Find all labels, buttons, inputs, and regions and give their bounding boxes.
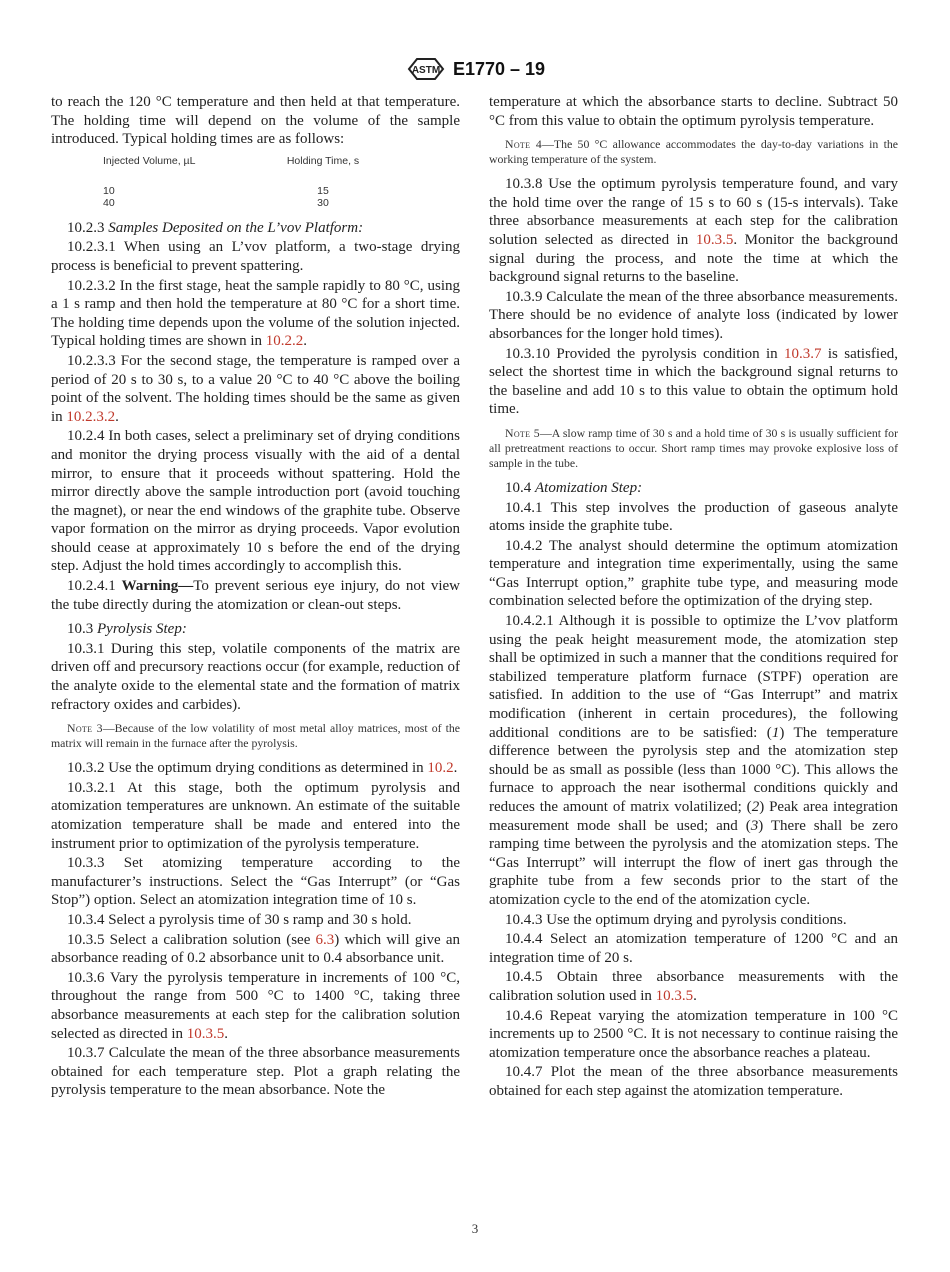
link-10-2-2[interactable]: 10.2.2 xyxy=(265,333,304,350)
paragraph-10-4-7: 10.4.7 Plot the mean of the three absorbance measurements obtained for each step against the atomization temperature. xyxy=(489,1064,898,1099)
paragraph-10-4-2: 10.4.2 The analyst should determine the optimum atomization temperature and integration time experimentally, using the same “Gas Interrupt option,” graphite tube type, and measuring mode combination selected before the optimization of the drying step. xyxy=(489,537,898,610)
paragraph-10-2-3-1: 10.2.3.1 When using an L’vov platform, a two-stage drying process is beneficial to prevent spattering. xyxy=(51,239,460,274)
paragraph-10-2-4: 10.2.4 In both cases, select a preliminary set of drying conditions and monitor the drying process visually with the aid of a dental mirror, to ensure that it proceeds without spattering. Hold the mirror directly above the sample introduction port (avoid touching the magnet), or near the end windows of the graphite tube. Observe vapor formation on the mirror as drying proceeds. Vapor evolution should cease at approximately 10 s before the end of the drying step. Adjust the hold times accordingly to accomplish this. xyxy=(51,428,460,575)
table-row xyxy=(103,185,383,197)
left-column xyxy=(51,93,460,1101)
right-column xyxy=(489,93,898,1102)
link-10-3-5[interactable]: 10.3.5 xyxy=(186,1025,225,1042)
warning-label: Warning— xyxy=(121,578,194,595)
paragraph-10-3-9: 10.3.9 Calculate the mean of the three absorbance measurements. There should be no evidence of analyte loss (indicated by lower absorbances for the longer hold times). xyxy=(489,288,898,342)
link-10-2[interactable]: 10.2 xyxy=(427,760,454,777)
paragraph-10-2-3-2: 10.2.3.2 In the first stage, heat the sample rapidly to 80 °C, using a 1 s ramp and then hold the temperature at 80 °C for a short time. The holding time depends upon the volume of the solution injected. Typical holding times are shown in 10.2.2. xyxy=(51,277,460,350)
paragraph-10-3-6: 10.3.6 Vary the pyrolysis temperature in increments of 100 °C, throughout the range from 500 °C to 1400 °C, taking three absorbance measurements at each step for the calibration solution selected as directed in 10.3.5. xyxy=(51,969,460,1042)
paragraph-10-4-1: 10.4.1 This step involves the production of gaseous analyte atoms inside the graphite tube. xyxy=(489,499,898,535)
paragraph-10-3-7: 10.3.7 Calculate the mean of the three absorbance measurements obtained for each temperature step. Plot a graph relating the pyrolysis temperature to the mean absorbance. Note the xyxy=(51,1045,460,1099)
paragraph-10-4-6: 10.4.6 Repeat varying the atomization temperature in 100 °C increments up to 2500 °C. It is not necessary to continue raising the atomization temperature once the absorbance reaches a plateau. xyxy=(489,1007,898,1061)
paragraph-10-3-7-continued: temperature at which the absorbance starts to decline. Subtract 50 °C from this value to obtain the optimum pyrolysis temperature. xyxy=(489,94,898,129)
section-heading-10-4: 10.4 Atomization Step: xyxy=(505,479,643,496)
paragraph-10-3-2-1: 10.3.2.1 At this stage, both the optimum pyrolysis and atomization temperatures are unknown. An estimate of the suitable atomization temperature shall be made and entered into the instrument prior to optimization of the pyrolysis temperature. xyxy=(51,779,460,852)
table-cell-time: 30 xyxy=(317,196,329,209)
page-header xyxy=(0,54,950,84)
link-6-3[interactable]: 6.3 xyxy=(315,931,335,948)
table-cell-time: 15 xyxy=(317,184,329,197)
document-designation: E1770 – 19 xyxy=(452,58,546,79)
paragraph-10-4-2-1: 10.4.2.1 Although it is possible to optimize the L’vov platform using the peak height measurement mode, the atomization step shall be optimized in such a manner that the conditions required for stabilized temperature platform furnace (STPF) operation are satisfied. In addition to the use of “Gas Interrupt” and matrix modification (inherent in certain procedures), the following additional conditions are to be satisfied: (1) The temperature difference between the pyrolysis step and the atomization step should be as small as possible (less than 1000 °C). This allows the furnace to approach the near isothermal conditions quickly and reduces the amount of matrix volatilized; (2) Peak area integration measurement mode shall be used; and (3) There shall be zero ramping time between the pyrolysis and the atomization steps. The “Gas Interrupt” will interrupt the flow of inert gas through the graphite tube from a few seconds prior to the start of the atomization cycle to the end of the atomization cycle. xyxy=(489,613,899,908)
holding-time-table xyxy=(103,155,383,209)
table-cell-volume: 40 xyxy=(103,196,115,209)
table-cell-volume: 10 xyxy=(103,184,115,197)
link-10-2-3-2[interactable]: 10.2.3.2 xyxy=(66,408,116,425)
table-row xyxy=(103,197,383,209)
paragraph-10-3-2: 10.3.2 Use the optimum drying conditions as determined in 10.2. xyxy=(67,760,458,777)
paragraph-10-4-4: 10.4.4 Select an atomization temperature of 1200 °C and an integration time of 20 s. xyxy=(489,931,898,966)
link-10-3-7[interactable]: 10.3.7 xyxy=(784,345,822,362)
table-header-row xyxy=(103,155,383,167)
link-10-3-5[interactable]: 10.3.5 xyxy=(655,987,694,1004)
section-heading-10-3: 10.3 Pyrolysis Step: xyxy=(67,621,187,638)
paragraph-10-3-1: 10.3.1 During this step, volatile components of the matrix are driven off and precursory reactions occur (for example, reduction of the analyte oxide to the elemental state and the formation of matrix refractory oxides and carbides). xyxy=(51,640,460,713)
paragraph-10-3-3: 10.3.3 Set atomizing temperature according to the manufacturer’s instructions. Select the “Gas Interrupt” (or “Gas Stop”) option. Select an atomization integration time of 10 s. xyxy=(51,855,460,909)
paragraph-10-3-4: 10.3.4 Select a pyrolysis time of 30 s ramp and 30 s hold. xyxy=(67,911,412,928)
paragraph-10-2-3-3: 10.2.3.3 For the second stage, the temperature is ramped over a period of 20 s to 30 s, to a value 20 °C to 40 °C above the boiling point of the solvent. The holding times should be the same as given in 10.2.3.2. xyxy=(51,352,460,425)
section-heading-10-2-3: 10.2.3 Samples Deposited on the L’vov Platform: xyxy=(67,219,364,236)
paragraph-intro: to reach the 120 °C temperature and then held at that temperature. The holding time will depend on the volume of the sample introduced. Typical holding times are as follows: xyxy=(51,94,460,148)
paragraph-10-2-4-1: 10.2.4.1 Warning—To prevent serious eye injury, do not view the tube directly during the atomization or clean-out steps. xyxy=(51,578,460,613)
table-header-time: Holding Time, s xyxy=(286,154,360,167)
link-10-3-5[interactable]: 10.3.5 xyxy=(695,231,734,248)
paragraph-10-3-8: 10.3.8 Use the optimum pyrolysis temperature found, and vary the hold time over the range of 15 s to 60 s (15-s intervals). Take three absorbance measurements at each step for the calibration solution selected as directed in 10.3.5. Monitor the background signal during the process, and note the time at which the background signal returns to the baseline. xyxy=(489,176,899,286)
note-4: Note 4—The 50 °C allowance accommodates the day-to-day variations in the working temperature of the system. xyxy=(489,137,899,167)
astm-logo-icon xyxy=(405,57,447,81)
paragraph-10-3-10: 10.3.10 Provided the pyrolysis condition in 10.3.7 is satisfied, select the shortest time in which the background signal returns to the baseline and add 10 s to this value to obtain the optimum hold time. xyxy=(489,345,898,418)
svg-text:ASTM: ASTM xyxy=(411,65,441,76)
table-header-volume: Injected Volume, µL xyxy=(103,154,196,167)
paragraph-10-3-5: 10.3.5 Select a calibration solution (see 6.3) which will give an absorbance reading of 0.2 absorbance unit to 0.4 absorbance unit. xyxy=(51,931,460,967)
paragraph-10-4-5: 10.4.5 Obtain three absorbance measurements with the calibration solution used in 10.3.5. xyxy=(489,969,898,1004)
note-3: Note 3—Because of the low volatility of most metal alloy matrices, most of the matrix will remain in the furnace after the pyrolysis. xyxy=(51,721,460,751)
page-number: 3 xyxy=(471,1221,479,1236)
note-5: Note 5—A slow ramp time of 30 s and a hold time of 30 s is usually sufficient for all pretreatment reactions to occur. Short ramp times may provoke explosive loss of sample in the tube. xyxy=(489,425,898,470)
paragraph-10-4-3: 10.4.3 Use the optimum drying and pyrolysis conditions. xyxy=(505,911,847,928)
